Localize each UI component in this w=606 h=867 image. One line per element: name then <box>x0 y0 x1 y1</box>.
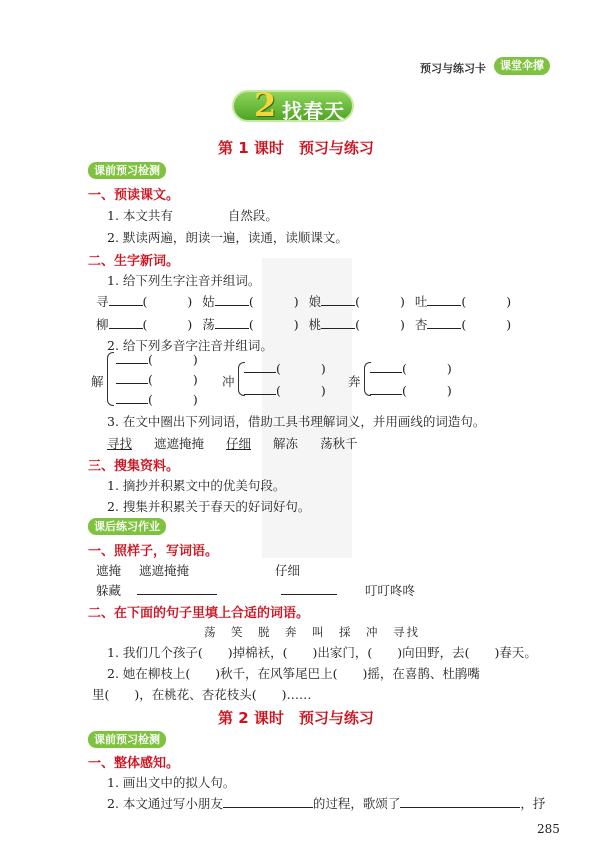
word: 寻找 <box>107 436 133 451</box>
task-word: 叮叮咚咚 <box>364 583 415 598</box>
poly-line: ( ) <box>244 382 326 398</box>
char: 娘 <box>308 294 322 309</box>
hw2-heading: 二、在下面的句子里填上合适的词语。 <box>88 606 310 621</box>
preview-badge-2: 课前预习检测 <box>88 731 166 748</box>
p2-q2-text-b: 的过程，歌颂了 <box>312 796 401 811</box>
task-word: 躲藏 <box>96 583 122 598</box>
word: 遮遮掩掩 <box>154 436 205 451</box>
lesson-banner <box>232 86 354 124</box>
char: 寻 <box>96 294 109 309</box>
hw1-example-row <box>96 561 300 579</box>
hw2-q2a: 2. 她在柳枝上( )秋千，在风筝尾巴上( )摇，在喜鹊、杜鹃嘴 <box>107 666 480 681</box>
hw2-q1: 1. 我们几个孩子( )掉棉袄，( )出家门，( )向田野，去( )春天。 <box>107 645 537 660</box>
period-1-title: 第 1 课时 预习与练习 <box>218 139 374 157</box>
poly-line: ( ) <box>370 382 452 398</box>
p2-q2-text-c: ，抒 <box>520 796 546 811</box>
section-1-heading: 一、预读课文。 <box>88 188 180 203</box>
char: 姑 <box>202 294 215 309</box>
char: 杏 <box>414 317 428 332</box>
s2-q3: 3. 在文中圈出下列词语，借助工具书理解词义，并用画线的词造句。 <box>107 414 486 429</box>
s3-q1: 1. 摘抄并积累文中的优美句段。 <box>107 478 286 493</box>
page-number: 285 <box>537 822 560 836</box>
poly-line: ( ) <box>370 360 452 376</box>
s2-q1: 1. 给下列生字注音并组词。 <box>107 273 261 288</box>
poly-line: ( ) <box>244 360 326 376</box>
hw1-heading: 一、照样子，写词语。 <box>88 544 219 559</box>
hw2-q2b: 里( )，在桃花、杏花枝头( )…… <box>92 687 312 702</box>
p2-q2-text-a: 2. 本文通过写小朋友 <box>107 796 223 811</box>
lesson-title: 找春天 <box>282 99 345 123</box>
word-bank: 荡 笑 脱 奔 叫 採 冲 寻找 <box>204 625 420 639</box>
preview-badge: 课前预习检测 <box>88 162 166 179</box>
lesson-number: 2 <box>254 86 277 124</box>
s2-q2: 2. 给下列多音字注音并组词。 <box>107 338 273 353</box>
s1-q1-text-a: 1. 本文共有 <box>107 208 173 223</box>
word: 解冻 <box>273 436 299 451</box>
example-word: 遮遮掩掩 <box>139 563 190 578</box>
period-2-title: 第 2 课时 预习与练习 <box>218 709 374 727</box>
s1-q1 <box>107 206 278 224</box>
s1-q1-text-b: 自然段。 <box>227 208 278 223</box>
char: 桃 <box>308 317 322 332</box>
poly-line: ( ) <box>116 371 198 387</box>
hw1-task-row <box>96 581 415 599</box>
char: 吐 <box>414 294 428 309</box>
example-word: 遮掩 <box>96 563 122 578</box>
header-badge: 课堂伞撑 <box>494 57 550 75</box>
poly-char-chong: 冲 <box>222 374 235 389</box>
char-row-2: 柳 ( ) 荡 ( ) 桃 ( ) 杏 ( ) <box>96 317 512 332</box>
example-word: 仔细 <box>275 563 301 578</box>
brace <box>107 352 114 406</box>
word: 仔细 <box>226 436 252 451</box>
section-3-heading: 三、搜集资料。 <box>88 459 180 474</box>
p2-q2 <box>107 794 545 812</box>
poly-char-ben: 奔 <box>348 374 361 389</box>
section-2-heading: 二、生字新词。 <box>88 254 180 269</box>
p2-q1: 1. 画出文中的拟人句。 <box>107 775 236 790</box>
s1-q2: 2. 默读两遍，朗读一遍，读通，读顺课文。 <box>107 230 348 245</box>
char: 荡 <box>202 317 215 332</box>
word-list <box>107 434 358 452</box>
poly-line: ( ) <box>116 351 198 367</box>
p2-heading: 一、整体感知。 <box>88 756 180 771</box>
header-title: 预习与练习卡 <box>420 62 486 75</box>
poly-char-jie: 解 <box>91 374 104 389</box>
poly-line: ( ) <box>116 391 198 407</box>
word: 荡秋千 <box>320 436 358 451</box>
homework-badge: 课后练习作业 <box>88 518 166 535</box>
char-row-1: 寻 ( ) 姑 ( ) 娘 ( ) 吐 ( ) <box>96 294 512 309</box>
char: 柳 <box>96 317 109 332</box>
s3-q2: 2. 搜集并积累关于春天的好词好句。 <box>107 499 311 514</box>
